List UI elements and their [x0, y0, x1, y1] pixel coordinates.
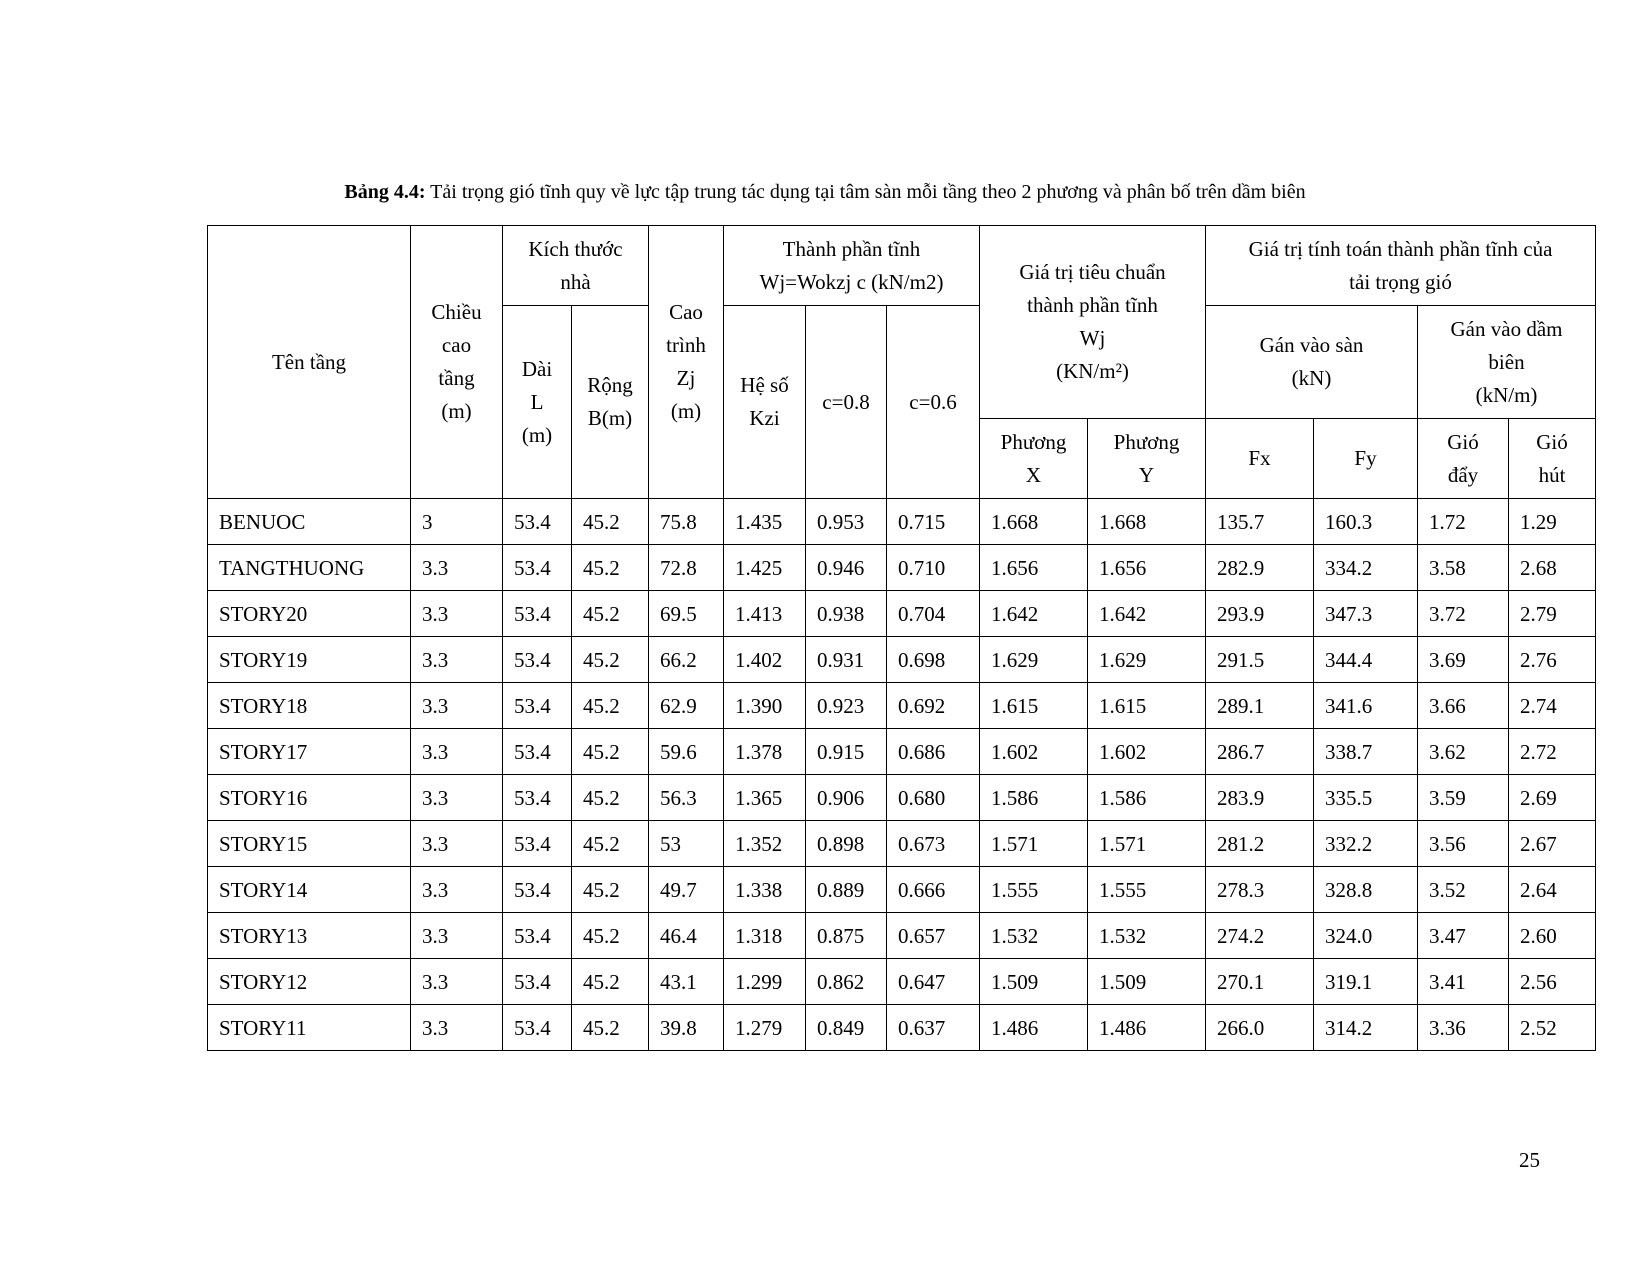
header-line: Giá trị tính toán thành phần tĩnh của — [1248, 236, 1553, 261]
table-cell: 53 — [649, 821, 724, 867]
table-cell: 45.2 — [572, 821, 649, 867]
table-row — [208, 913, 1596, 959]
table-cell: 0.938 — [806, 591, 887, 637]
table-cell: 1.299 — [724, 959, 806, 1005]
cell-floor-name: STORY19 — [208, 637, 411, 683]
header-line: biên — [1488, 349, 1525, 374]
header-gio-day — [1418, 419, 1509, 499]
table-cell: 3.3 — [411, 683, 503, 729]
table-cell: 1.486 — [980, 1005, 1088, 1051]
table-cell: 1.279 — [724, 1005, 806, 1051]
table-cell: 53.4 — [503, 867, 572, 913]
table-cell: 291.5 — [1206, 637, 1314, 683]
table-cell: 3.3 — [411, 729, 503, 775]
table-cell: 1.629 — [1088, 637, 1206, 683]
table-cell: 3.36 — [1418, 1005, 1509, 1051]
table-row — [208, 867, 1596, 913]
header-line: L — [530, 389, 544, 414]
table-cell: 0.715 — [887, 499, 980, 545]
table-cell: 1.642 — [1088, 591, 1206, 637]
table-cell: 56.3 — [649, 775, 724, 821]
table-cell: 1.656 — [1088, 545, 1206, 591]
header-gia-tri-tinh-toan — [1206, 226, 1596, 306]
table-cell: 1.555 — [1088, 867, 1206, 913]
header-gio-hut — [1509, 419, 1596, 499]
header-line: Thành phần tĩnh — [782, 236, 921, 261]
header-line: (m) — [441, 399, 472, 423]
table-row — [208, 1005, 1596, 1051]
table-cell: 289.1 — [1206, 683, 1314, 729]
table-cell: 341.6 — [1314, 683, 1418, 729]
header-ten-tang: Tên tầng — [208, 226, 411, 499]
header-line: Gán vào dầm — [1450, 316, 1563, 341]
table-row — [208, 821, 1596, 867]
header-line: Gán vào sàn — [1259, 333, 1364, 357]
table-body — [208, 499, 1596, 1051]
table-cell: 0.862 — [806, 959, 887, 1005]
header-c08: c=0.8 — [806, 306, 887, 499]
header-line: (KN/m²) — [1056, 359, 1129, 383]
table-cell: 0.915 — [806, 729, 887, 775]
header-line: Phương — [1000, 429, 1067, 454]
table-cell: 3.58 — [1418, 545, 1509, 591]
table-cell: 0.931 — [806, 637, 887, 683]
table-cell: 3.3 — [411, 959, 503, 1005]
table-cell: 1.615 — [980, 683, 1088, 729]
table-cell: 3.47 — [1418, 913, 1509, 959]
header-line: Kzi — [749, 406, 780, 430]
table-cell: 3.66 — [1418, 683, 1509, 729]
header-line: Gió — [1447, 429, 1479, 454]
table-cell: 0.692 — [887, 683, 980, 729]
table-cell: 160.3 — [1314, 499, 1418, 545]
table-cell: 45.2 — [572, 499, 649, 545]
header-gia-tri-tieu-chuan — [980, 226, 1206, 419]
table-cell: 274.2 — [1206, 913, 1314, 959]
header-line: Rộng — [587, 373, 633, 397]
cell-floor-name: STORY20 — [208, 591, 411, 637]
cell-floor-name: TANGTHUONG — [208, 545, 411, 591]
table-cell: 1.390 — [724, 683, 806, 729]
header-line: B(m) — [587, 406, 633, 430]
header-line: Cao — [669, 300, 703, 324]
table-cell: 2.69 — [1509, 775, 1596, 821]
table-cell: 2.74 — [1509, 683, 1596, 729]
table-cell: 45.2 — [572, 959, 649, 1005]
table-cell: 3.56 — [1418, 821, 1509, 867]
table-cell: 1.318 — [724, 913, 806, 959]
table-cell: 53.4 — [503, 1005, 572, 1051]
table-cell: 0.698 — [887, 637, 980, 683]
header-fx: Fx — [1206, 419, 1314, 499]
table-cell: 3.41 — [1418, 959, 1509, 1005]
table-cell: 1.338 — [724, 867, 806, 913]
table-cell: 1.586 — [1088, 775, 1206, 821]
header-fy: Fy — [1314, 419, 1418, 499]
table-cell: 1.486 — [1088, 1005, 1206, 1051]
table-cell: 1.555 — [980, 867, 1088, 913]
table-cell: 1.29 — [1509, 499, 1596, 545]
header-line: Giá trị tiêu chuẩn — [1019, 260, 1166, 284]
header-line: cao — [441, 333, 472, 357]
table-cell: 45.2 — [572, 1005, 649, 1051]
cell-floor-name: STORY13 — [208, 913, 411, 959]
header-gan-vao-san — [1206, 306, 1418, 419]
table-cell: 45.2 — [572, 913, 649, 959]
table-cell: 1.509 — [980, 959, 1088, 1005]
table-cell: 324.0 — [1314, 913, 1418, 959]
header-gan-vao-dam — [1418, 306, 1596, 419]
table-cell: 1.425 — [724, 545, 806, 591]
cell-floor-name: STORY11 — [208, 1005, 411, 1051]
table-cell: 1.615 — [1088, 683, 1206, 729]
table-cell: 75.8 — [649, 499, 724, 545]
table-cell: 39.8 — [649, 1005, 724, 1051]
table-cell: 0.923 — [806, 683, 887, 729]
table-row — [208, 545, 1596, 591]
table-cell: 53.4 — [503, 959, 572, 1005]
table-cell: 328.8 — [1314, 867, 1418, 913]
table-cell: 2.56 — [1509, 959, 1596, 1005]
table-cell: 0.637 — [887, 1005, 980, 1051]
table-cell: 1.72 — [1418, 499, 1509, 545]
table-cell: 0.906 — [806, 775, 887, 821]
table-cell: 1.435 — [724, 499, 806, 545]
table-cell: 53.4 — [503, 775, 572, 821]
table-cell: 45.2 — [572, 867, 649, 913]
table-cell: 53.4 — [503, 729, 572, 775]
header-line: (m) — [521, 422, 553, 447]
table-cell: 45.2 — [572, 683, 649, 729]
table-cell: 0.875 — [806, 913, 887, 959]
table-cell: 53.4 — [503, 683, 572, 729]
table-cell: 3.3 — [411, 591, 503, 637]
header-line: thành phần tĩnh — [1027, 293, 1158, 317]
table-cell: 0.657 — [887, 913, 980, 959]
table-cell: 1.668 — [1088, 499, 1206, 545]
table-cell: 286.7 — [1206, 729, 1314, 775]
table-cell: 45.2 — [572, 591, 649, 637]
table-cell: 45.2 — [572, 637, 649, 683]
header-line: Wj=Wokzj c (kN/m2) — [759, 269, 944, 294]
header-line: nhà — [560, 269, 591, 294]
table-cell: 135.7 — [1206, 499, 1314, 545]
header-thanh-phan-tinh — [724, 226, 980, 306]
header-line: Chiều — [431, 300, 482, 324]
table-cell: 1.642 — [980, 591, 1088, 637]
table-cell: 293.9 — [1206, 591, 1314, 637]
table-cell: 3.3 — [411, 821, 503, 867]
table-cell: 0.946 — [806, 545, 887, 591]
table-cell: 53.4 — [503, 637, 572, 683]
header-line: (kN) — [1291, 366, 1332, 390]
table-cell: 1.378 — [724, 729, 806, 775]
cell-floor-name: STORY18 — [208, 683, 411, 729]
table-cell: 3.69 — [1418, 637, 1509, 683]
header-c06: c=0.6 — [887, 306, 980, 499]
table-cell: 1.586 — [980, 775, 1088, 821]
table-header — [208, 226, 1596, 499]
table-cell: 1.602 — [980, 729, 1088, 775]
table-row — [208, 637, 1596, 683]
table-cell: 0.680 — [887, 775, 980, 821]
table-cell: 334.2 — [1314, 545, 1418, 591]
table-cell: 62.9 — [649, 683, 724, 729]
table-row — [208, 591, 1596, 637]
header-phuong-y — [1088, 419, 1206, 499]
table-cell: 3 — [411, 499, 503, 545]
table-cell: 2.72 — [1509, 729, 1596, 775]
table-cell: 0.673 — [887, 821, 980, 867]
table-cell: 2.68 — [1509, 545, 1596, 591]
table-cell: 283.9 — [1206, 775, 1314, 821]
table-caption — [0, 180, 1650, 204]
table-cell: 335.5 — [1314, 775, 1418, 821]
table-cell: 46.4 — [649, 913, 724, 959]
header-line: Wj — [1079, 326, 1106, 350]
header-dai — [503, 306, 572, 499]
header-cao-trinh — [649, 226, 724, 499]
table-cell: 0.666 — [887, 867, 980, 913]
table-cell: 45.2 — [572, 729, 649, 775]
header-line: Gió — [1536, 429, 1568, 454]
cell-floor-name: STORY14 — [208, 867, 411, 913]
table-cell: 3.52 — [1418, 867, 1509, 913]
table-cell: 66.2 — [649, 637, 724, 683]
table-cell: 3.3 — [411, 775, 503, 821]
table-cell: 347.3 — [1314, 591, 1418, 637]
header-line: Dài — [521, 356, 553, 381]
table-cell: 2.79 — [1509, 591, 1596, 637]
table-cell: 0.898 — [806, 821, 887, 867]
table-cell: 1.656 — [980, 545, 1088, 591]
table-cell: 72.8 — [649, 545, 724, 591]
table-cell: 59.6 — [649, 729, 724, 775]
table-cell: 1.365 — [724, 775, 806, 821]
table-cell: 1.629 — [980, 637, 1088, 683]
table-cell: 45.2 — [572, 775, 649, 821]
header-line: hút — [1538, 462, 1566, 487]
header-line: Kích thước — [528, 236, 623, 261]
table-cell: 3.3 — [411, 1005, 503, 1051]
header-he-so — [724, 306, 806, 499]
header-phuong-x — [980, 419, 1088, 499]
table-cell: 49.7 — [649, 867, 724, 913]
table-cell: 3.3 — [411, 913, 503, 959]
table-cell: 0.704 — [887, 591, 980, 637]
table-cell: 1.413 — [724, 591, 806, 637]
table-cell: 3.3 — [411, 867, 503, 913]
table-cell: 0.953 — [806, 499, 887, 545]
header-line: Phương — [1113, 429, 1180, 454]
table-cell: 0.647 — [887, 959, 980, 1005]
table-cell: 1.602 — [1088, 729, 1206, 775]
header-line: (kN/m) — [1475, 382, 1538, 407]
table-cell: 1.571 — [980, 821, 1088, 867]
table-cell: 1.668 — [980, 499, 1088, 545]
table-cell: 2.64 — [1509, 867, 1596, 913]
table-cell: 53.4 — [503, 545, 572, 591]
table-cell: 2.60 — [1509, 913, 1596, 959]
header-chieu-cao — [411, 226, 503, 499]
table-cell: 53.4 — [503, 499, 572, 545]
table-row — [208, 499, 1596, 545]
table-cell: 1.352 — [724, 821, 806, 867]
table-cell: 282.9 — [1206, 545, 1314, 591]
table-cell: 45.2 — [572, 545, 649, 591]
table-cell: 2.67 — [1509, 821, 1596, 867]
table-cell: 319.1 — [1314, 959, 1418, 1005]
page-number: 25 — [1519, 1148, 1540, 1172]
table-row — [208, 775, 1596, 821]
table-cell: 281.2 — [1206, 821, 1314, 867]
header-line: (m) — [670, 399, 702, 423]
table-cell: 3.3 — [411, 545, 503, 591]
table-cell: 344.4 — [1314, 637, 1418, 683]
table-cell: 1.571 — [1088, 821, 1206, 867]
table-cell: 1.402 — [724, 637, 806, 683]
header-line: tầng — [438, 366, 475, 390]
header-line: Y — [1138, 462, 1155, 487]
table-cell: 2.52 — [1509, 1005, 1596, 1051]
table-cell: 69.5 — [649, 591, 724, 637]
header-line: tải trọng gió — [1349, 269, 1452, 294]
table-cell: 266.0 — [1206, 1005, 1314, 1051]
table-cell: 43.1 — [649, 959, 724, 1005]
table-row — [208, 683, 1596, 729]
table-cell: 1.532 — [1088, 913, 1206, 959]
table-cell: 0.710 — [887, 545, 980, 591]
wind-load-table — [207, 225, 1596, 1051]
header-line: đẩy — [1447, 462, 1479, 487]
header-line: Zj — [676, 366, 696, 390]
cell-floor-name: STORY17 — [208, 729, 411, 775]
table-cell: 0.889 — [806, 867, 887, 913]
header-line: Hệ số — [740, 373, 789, 397]
table-cell: 314.2 — [1314, 1005, 1418, 1051]
table-cell: 3.62 — [1418, 729, 1509, 775]
table-cell: 278.3 — [1206, 867, 1314, 913]
table-cell: 1.532 — [980, 913, 1088, 959]
table-cell: 332.2 — [1314, 821, 1418, 867]
header-rong — [572, 306, 649, 499]
header-line: trình — [666, 333, 706, 357]
table-cell: 53.4 — [503, 913, 572, 959]
table-cell: 53.4 — [503, 591, 572, 637]
table-cell: 1.509 — [1088, 959, 1206, 1005]
cell-floor-name: STORY12 — [208, 959, 411, 1005]
table-cell: 2.76 — [1509, 637, 1596, 683]
table-cell: 53.4 — [503, 821, 572, 867]
header-kich-thuoc — [503, 226, 649, 306]
cell-floor-name: STORY15 — [208, 821, 411, 867]
table-row — [208, 959, 1596, 1005]
caption-text: Tải trọng gió tĩnh quy về lực tập trung tác dụng tại tâm sàn mỗi tầng theo 2 phương và phân bố trên dầm biên — [425, 181, 1306, 203]
cell-floor-name: STORY16 — [208, 775, 411, 821]
table-cell: 338.7 — [1314, 729, 1418, 775]
cell-floor-name: BENUOC — [208, 499, 411, 545]
table-cell: 270.1 — [1206, 959, 1314, 1005]
caption-label: Bảng 4.4: — [344, 181, 426, 203]
table-cell: 0.849 — [806, 1005, 887, 1051]
header-line: X — [1025, 462, 1042, 487]
table-cell: 3.72 — [1418, 591, 1509, 637]
table-cell: 3.3 — [411, 637, 503, 683]
table-cell: 0.686 — [887, 729, 980, 775]
table-cell: 3.59 — [1418, 775, 1509, 821]
table-row — [208, 729, 1596, 775]
